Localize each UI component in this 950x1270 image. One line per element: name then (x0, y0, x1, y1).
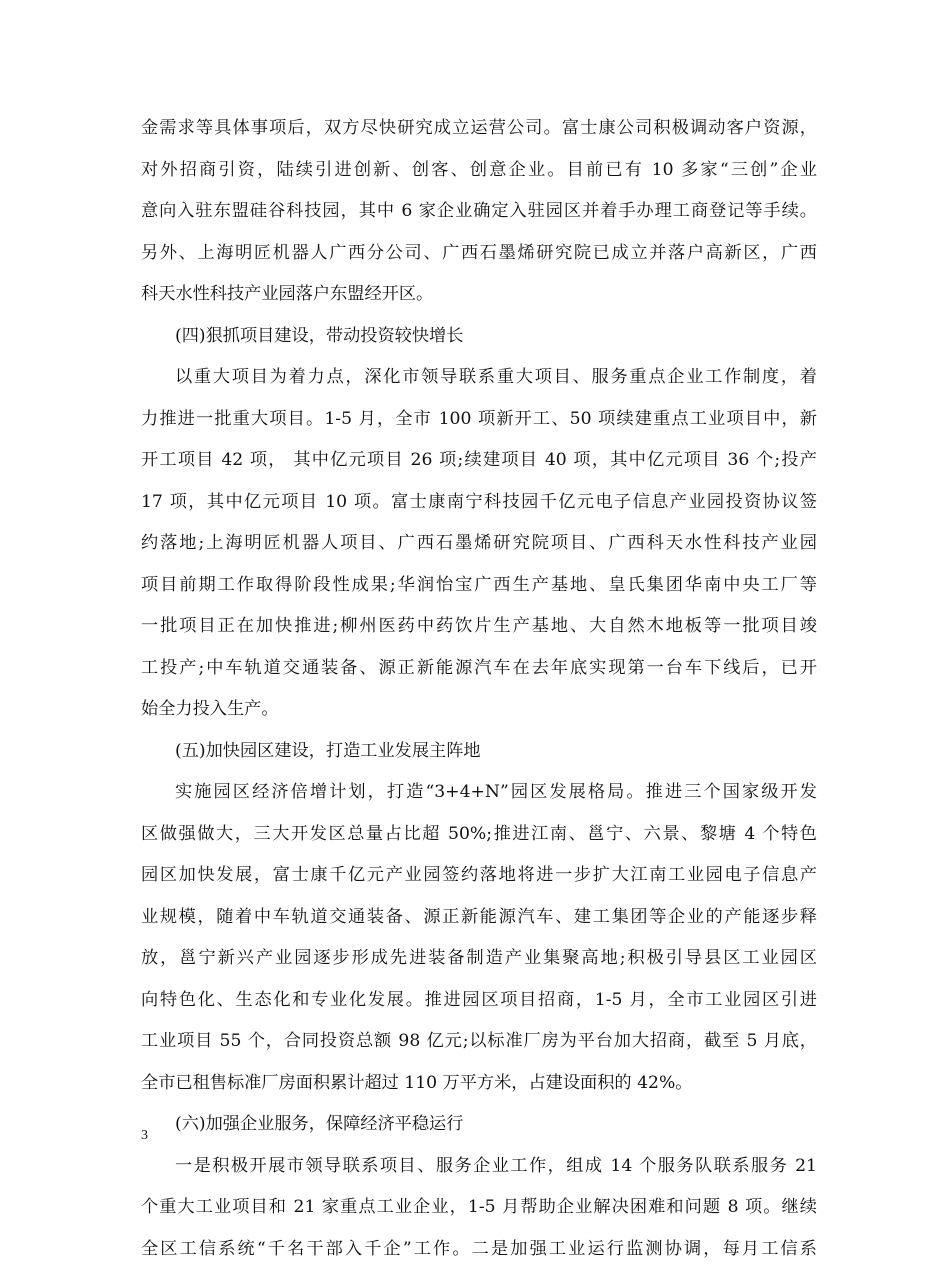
text-line: 工投产;中车轨道交通装备、源正新能源汽车在去年底实现第一台车下线后，已开 (141, 648, 817, 690)
document-body (141, 108, 817, 1270)
text-line: (六)加强企业服务，保障经济平稳运行 (141, 1104, 817, 1146)
text-line: 区做强做大，三大开发区总量占比超 50%;推进江南、邕宁、六景、黎塘 4 个特色 (141, 814, 817, 856)
text-line: 约落地;上海明匠机器人项目、广西石墨烯研究院项目、广西科天水性科技产业园 (141, 523, 817, 565)
text-line: 一是积极开展市领导联系项目、服务企业工作，组成 14 个服务队联系服务 21 (141, 1146, 817, 1188)
text-line: 另外、上海明匠机器人广西分公司、广西石墨烯研究院已成立并落户高新区，广西 (141, 233, 817, 275)
text-line: 全市已租售标准厂房面积累计超过 110 万平方米，占建设面积的 42%。 (141, 1063, 817, 1105)
text-line: 一批项目正在加快推进;柳州医药中药饮片生产基地、大自然木地板等一批项目竣 (141, 606, 817, 648)
text-line: 向特色化、生态化和专业化发展。推进园区项目招商，1-5 月，全市工业园区引进 (141, 980, 817, 1022)
text-line: 对外招商引资，陆续引进创新、创客、创意企业。目前已有 10 多家“三创”企业 (141, 150, 817, 192)
page-number: 3 (141, 1126, 148, 1146)
text-line: 始全力投入生产。 (141, 689, 817, 731)
text-line: 意向入驻东盟硅谷科技园，其中 6 家企业确定入驻园区并着手办理工商登记等手续。 (141, 191, 817, 233)
text-line: 金需求等具体事项后，双方尽快研究成立运营公司。富士康公司积极调动客户资源， (141, 108, 817, 150)
text-line: 17 项，其中亿元项目 10 项。富士康南宁科技园千亿元电子信息产业园投资协议签 (141, 482, 817, 524)
text-line: 开工项目 42 项， 其中亿元项目 26 项;续建项目 40 项，其中亿元项目 36 个;投产 (141, 440, 817, 482)
text-line: 工业项目 55 个，合同投资总额 98 亿元;以标准厂房为平台加大招商，截至 5 月底， (141, 1021, 817, 1063)
text-line: 项目前期工作取得阶段性成果;华润怡宝广西生产基地、皇氏集团华南中央工厂等 (141, 565, 817, 607)
text-line: 以重大项目为着力点，深化市领导联系重大项目、服务重点企业工作制度，着 (141, 357, 817, 399)
text-line: 实施园区经济倍增计划，打造“3+4+N”园区发展格局。推进三个国家级开发 (141, 772, 817, 814)
text-line: 全区工信系统“千名干部入千企”工作。二是加强工业运行监测协调，每月工信系 (141, 1229, 817, 1270)
text-line: 力推进一批重大项目。1-5 月，全市 100 项新开工、50 项续建重点工业项目中，新 (141, 399, 817, 441)
text-line: (四)狠抓项目建设，带动投资较快增长 (141, 316, 817, 358)
text-line: 放，邕宁新兴产业园逐步形成先进装备制造产业集聚高地;积极引导县区工业园区 (141, 938, 817, 980)
text-line: 业规模，随着中车轨道交通装备、源正新能源汽车、建工集团等企业的产能逐步释 (141, 897, 817, 939)
text-line: (五)加快园区建设，打造工业发展主阵地 (141, 731, 817, 773)
text-line: 科天水性科技产业园落户东盟经开区。 (141, 274, 817, 316)
text-line: 个重大工业项目和 21 家重点工业企业，1-5 月帮助企业解决困难和问题 8 项。继续 (141, 1187, 817, 1229)
text-line: 园区加快发展，富士康千亿元产业园签约落地将进一步扩大江南工业园电子信息产 (141, 855, 817, 897)
